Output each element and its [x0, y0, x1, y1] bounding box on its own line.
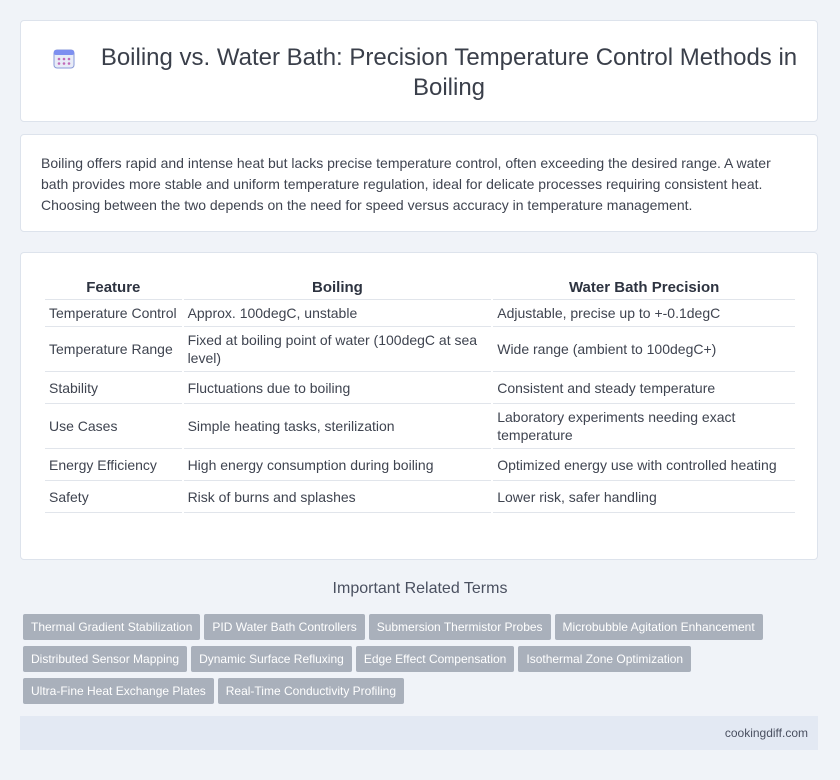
table-cell: Approx. 100degC, unstable	[184, 300, 492, 327]
related-term-tag[interactable]: PID Water Bath Controllers	[204, 614, 364, 640]
table-row	[45, 404, 795, 449]
comparison-table	[43, 273, 797, 513]
header-water-bath: Water Bath Precision	[493, 273, 795, 300]
related-term-tag[interactable]: Distributed Sensor Mapping	[23, 646, 187, 672]
title-card	[20, 20, 818, 122]
intro-paragraph: Boiling offers rapid and intense heat but lacks precise temperature control, often exceeding the desired range. A water bath provides more stable and uniform temperature regulation, ideal for delicate processes requiring consistent heat. Choosing between the two depends on the need for speed versus accuracy in temperature management.	[41, 155, 771, 213]
related-term-tag[interactable]: Microbubble Agitation Enhancement	[555, 614, 763, 640]
table-cell: Energy Efficiency	[45, 449, 182, 481]
related-term-tag[interactable]: Submersion Thermistor Probes	[369, 614, 551, 640]
footer	[20, 716, 818, 750]
page-title: Boiling vs. Water Bath: Precision Temperature Control Methods in Boiling	[100, 44, 798, 101]
related-term-tag[interactable]: Ultra-Fine Heat Exchange Plates	[23, 678, 214, 704]
comparison-card	[20, 252, 818, 560]
table-cell: Optimized energy use with controlled heating	[493, 449, 795, 481]
table-cell: Laboratory experiments needing exact temperature	[493, 404, 795, 449]
calendar-icon	[53, 47, 75, 69]
related-term-tag[interactable]: Isothermal Zone Optimization	[518, 646, 691, 672]
table-cell: Temperature Control	[45, 300, 182, 327]
footer-site[interactable]: cookingdiff.com	[724, 726, 808, 740]
related-terms-title: Important Related Terms	[332, 580, 508, 597]
header-boiling: Boiling	[184, 273, 492, 300]
table-row	[45, 327, 795, 372]
table-cell: Temperature Range	[45, 327, 182, 372]
table-cell: Safety	[45, 481, 182, 513]
table-cell: High energy consumption during boiling	[184, 449, 492, 481]
table-row	[45, 372, 795, 404]
table-cell: Consistent and steady temperature	[493, 372, 795, 404]
table-row	[45, 449, 795, 481]
related-term-tag[interactable]: Dynamic Surface Refluxing	[191, 646, 352, 672]
table-cell: Lower risk, safer handling	[493, 481, 795, 513]
table-cell: Simple heating tasks, sterilization	[184, 404, 492, 449]
table-cell: Use Cases	[45, 404, 182, 449]
table-cell: Fluctuations due to boiling	[184, 372, 492, 404]
related-terms-list	[23, 614, 813, 710]
intro-card	[20, 134, 818, 232]
table-cell: Adjustable, precise up to +-0.1degC	[493, 300, 795, 327]
table-cell: Stability	[45, 372, 182, 404]
table-cell: Fixed at boiling point of water (100degC at sea level)	[184, 327, 492, 372]
table-row	[45, 300, 795, 327]
header-feature: Feature	[45, 273, 182, 300]
related-term-tag[interactable]: Real-Time Conductivity Profiling	[218, 678, 404, 704]
table-cell: Risk of burns and splashes	[184, 481, 492, 513]
table-row	[45, 481, 795, 513]
related-term-tag[interactable]: Edge Effect Compensation	[356, 646, 515, 672]
table-cell: Wide range (ambient to 100degC+)	[493, 327, 795, 372]
related-term-tag[interactable]: Thermal Gradient Stabilization	[23, 614, 200, 640]
